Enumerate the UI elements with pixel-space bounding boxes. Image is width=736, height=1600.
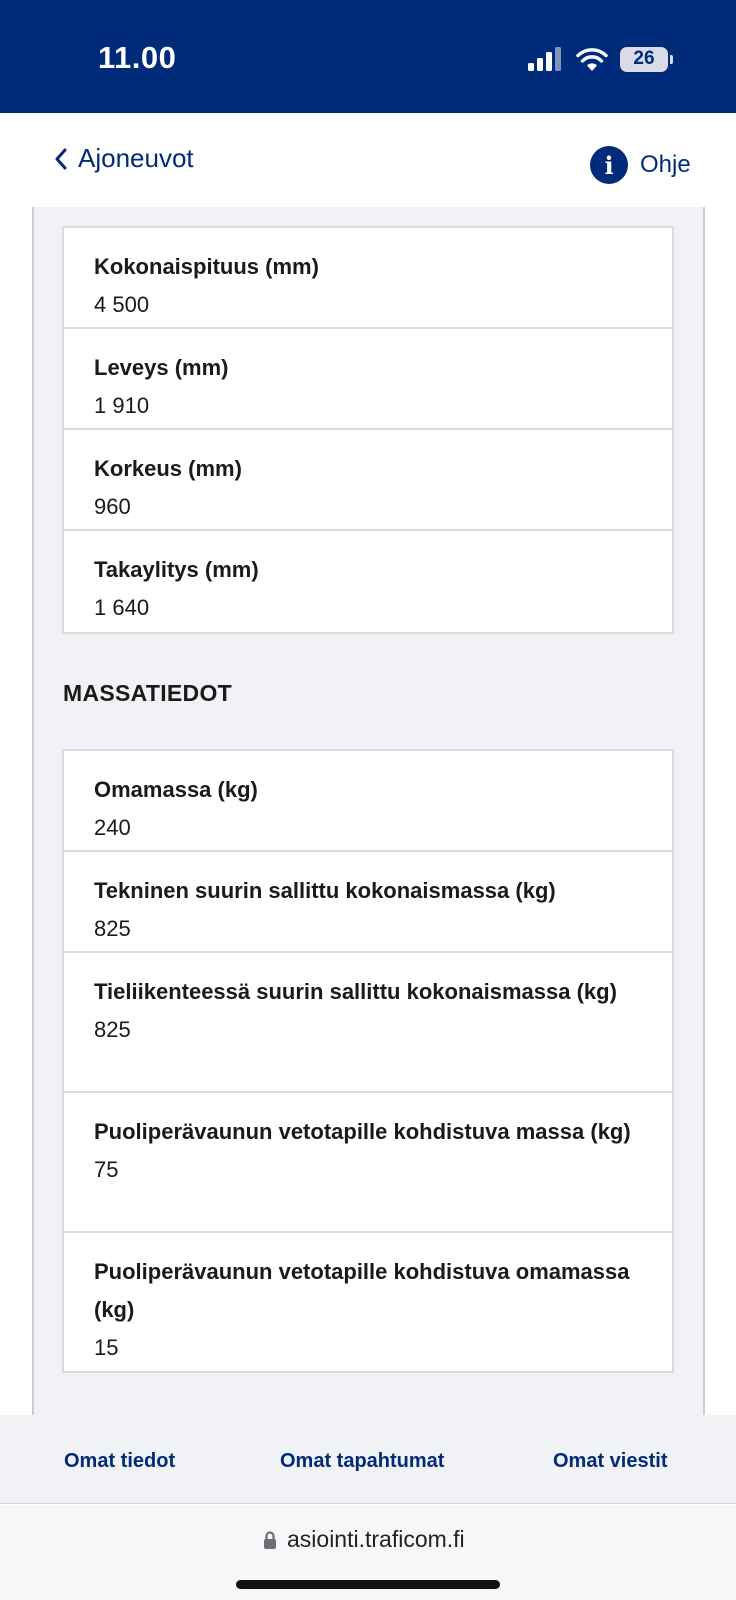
status-icons	[528, 44, 668, 74]
status-time: 11.00	[98, 40, 177, 75]
field-value: 960	[94, 494, 131, 519]
field-value: 1 910	[94, 393, 150, 418]
field-label: Takaylitys (mm)	[94, 557, 259, 582]
field-value: 825	[94, 1017, 131, 1042]
field-label: Omamassa (kg)	[94, 777, 258, 802]
field-label: Puoliperävaunun vetotapille kohdistuva massa (kg)	[94, 1119, 631, 1144]
section-title: MASSATIEDOT	[63, 680, 232, 706]
address-field[interactable]	[263, 1526, 465, 1553]
field-value: 825	[94, 916, 131, 941]
battery-level: 26	[633, 48, 655, 69]
list-item	[64, 751, 672, 852]
list-item	[64, 1093, 672, 1233]
list-item	[64, 430, 672, 531]
signal-icon	[528, 47, 564, 71]
list-item	[64, 852, 672, 953]
wifi-icon	[576, 47, 608, 71]
content-area[interactable]	[0, 207, 736, 1415]
field-value: 1 640	[94, 595, 150, 620]
nav-bar	[0, 113, 736, 207]
field-value: 15	[94, 1335, 119, 1360]
field-label: Kokonaispituus (mm)	[94, 254, 319, 279]
battery-icon	[620, 47, 668, 72]
bottom-tab-bar	[0, 1415, 736, 1504]
field-label: Tekninen suurin sallittu kokonaismassa (kg)	[94, 878, 556, 903]
field-label: Leveys (mm)	[94, 355, 229, 380]
dimensions-card	[62, 226, 674, 634]
field-value: 75	[94, 1157, 119, 1182]
list-item	[64, 953, 672, 1093]
list-item	[64, 329, 672, 430]
browser-url-bar	[0, 1505, 736, 1600]
list-item	[64, 1233, 672, 1371]
field-label: Puoliperävaunun vetotapille kohdistuva omamassa (kg)	[94, 1259, 630, 1322]
home-indicator[interactable]	[236, 1580, 500, 1589]
field-value: 240	[94, 815, 131, 840]
field-label: Tieliikenteessä suurin sallittu kokonaismassa (kg)	[94, 979, 617, 1004]
lock-icon	[263, 1530, 277, 1550]
back-button[interactable]	[54, 143, 194, 174]
chevron-left-icon	[54, 148, 68, 170]
list-item	[64, 228, 672, 329]
help-label: Ohje	[640, 151, 691, 178]
tab-omat-tapahtumat[interactable]: Omat tapahtumat	[280, 1450, 445, 1472]
mass-card	[62, 749, 674, 1373]
url-text: asiointi.traficom.fi	[287, 1526, 465, 1552]
field-value: 4 500	[94, 292, 150, 317]
help-button[interactable]	[590, 146, 691, 184]
info-icon: i	[590, 146, 628, 184]
tab-omat-tiedot[interactable]: Omat tiedot	[64, 1450, 176, 1472]
status-bar	[0, 0, 736, 113]
tab-omat-viestit[interactable]: Omat viestit	[553, 1450, 668, 1472]
field-label: Korkeus (mm)	[94, 456, 242, 481]
list-item	[64, 531, 672, 632]
back-label: Ajoneuvot	[78, 143, 194, 173]
